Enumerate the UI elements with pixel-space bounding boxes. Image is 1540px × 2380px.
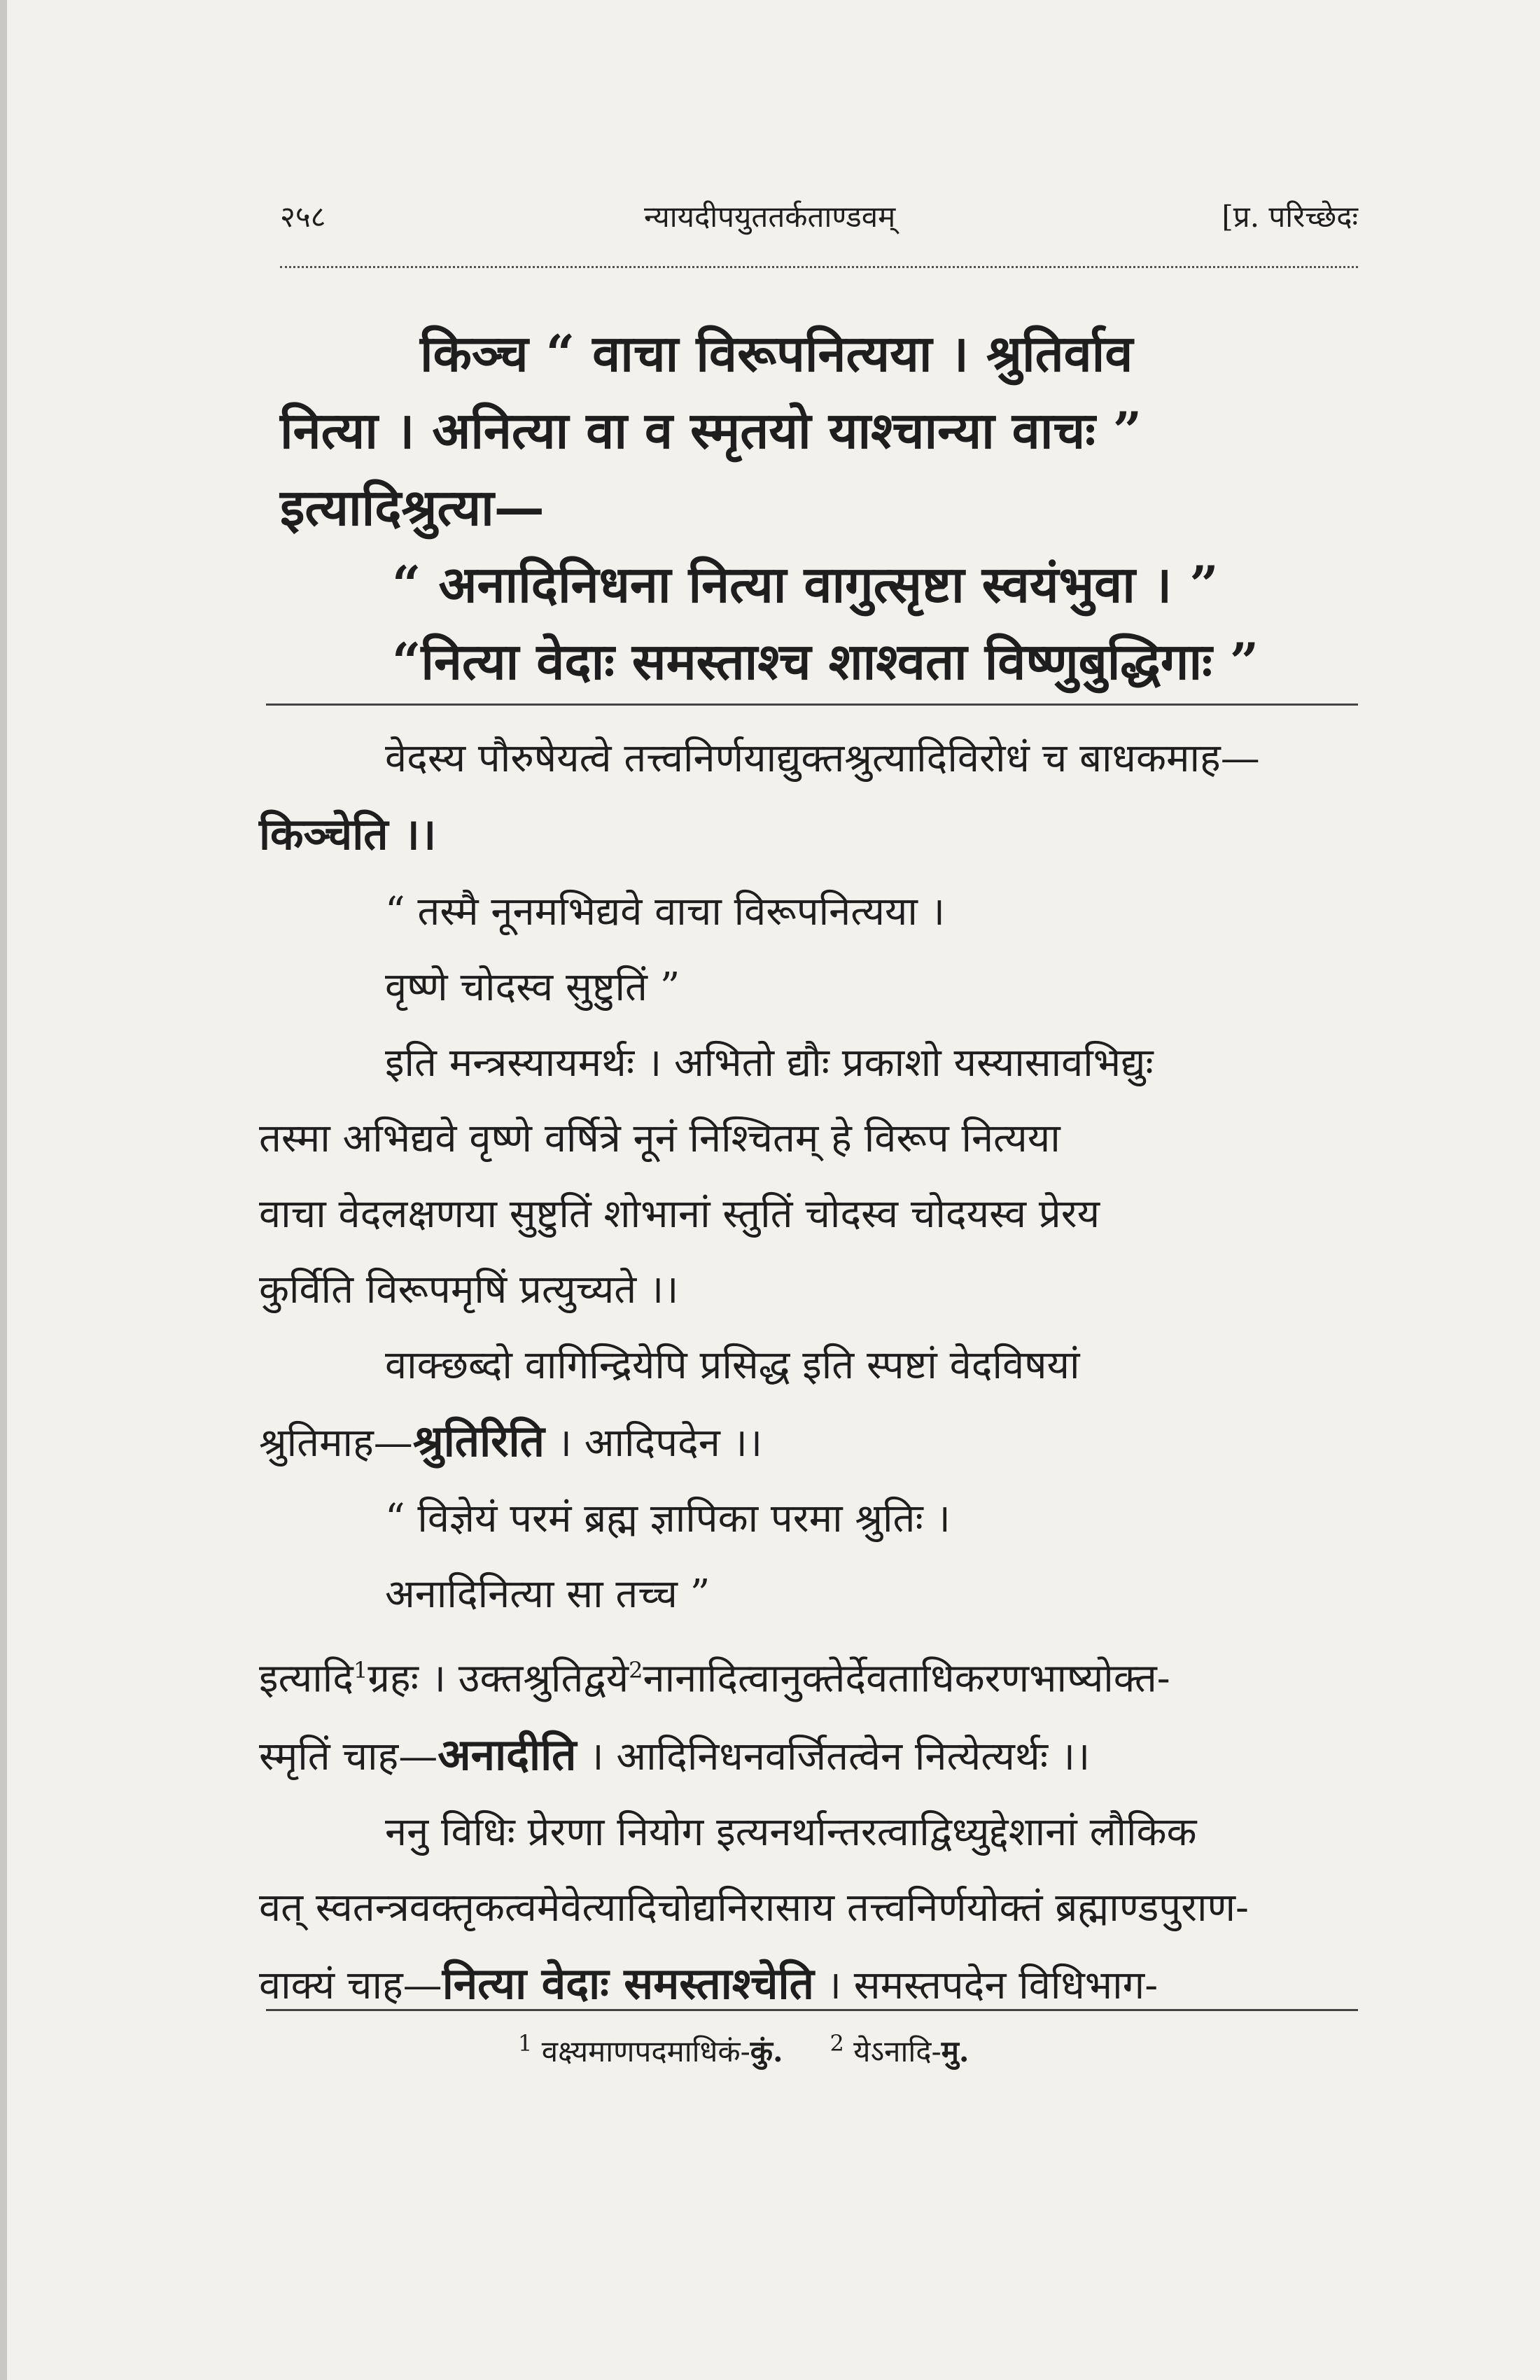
- commentary-text: इत्यादि: [259, 1656, 354, 1702]
- commentary-block: [259, 721, 1358, 2024]
- footnote-number: 2: [830, 2030, 844, 2057]
- commentary-line: [259, 1404, 1358, 1481]
- footnote-divider: [266, 2009, 1358, 2011]
- commentary-line: वत् स्वतन्त्रवक्तृकत्वमेवेत्यादिचोद्यनिरासाय तत्त्वनिर्णयोक्तं ब्रह्माण्डपुराण-: [259, 1884, 1249, 1931]
- commentary-line: [259, 797, 1358, 874]
- commentary-line: इति मन्त्रस्यायमर्थः । अभितो द्यौः प्रकाशो यस्यासावभिद्युः: [385, 1040, 1154, 1086]
- commentary-line: [259, 1632, 1358, 1717]
- footnote-number: 1: [518, 2030, 533, 2057]
- footnote-source: मु.: [941, 2034, 969, 2068]
- commentary-line: वेदस्य पौरुषेयत्वे तत्त्वनिर्णयाद्युक्तश्रुत्यादिविरोधं च बाधकमाह—: [385, 736, 1260, 781]
- commentary-text: स्मृतिं चाह—: [259, 1733, 438, 1779]
- commentary-line: अनादिनित्या सा तच्च ”: [385, 1572, 710, 1617]
- footnote-text: वक्ष्यमाणपदमाधिकं-: [541, 2034, 750, 2068]
- verse-line: नित्या । अनित्या वा व स्मृतयो याश्चान्या वाचः ”: [280, 400, 1142, 460]
- verse-line: “ अनादिनिधना नित्या वागुत्सृष्टा स्वयंभुवा । ”: [392, 554, 1219, 614]
- page-spine-edge: [0, 0, 7, 2380]
- lemma: श्रुतिरिति: [412, 1415, 545, 1466]
- commentary-text: नानादित्वानुक्तेर्देवताधिकरणभाष्योक्त-: [643, 1656, 1170, 1702]
- header-divider: [280, 266, 1358, 272]
- commentary-text: वाक्यं चाह—: [259, 1962, 442, 2008]
- footnote-ref: 1: [353, 1657, 368, 1684]
- commentary-text: श्रुतिमाह—: [259, 1420, 413, 1466]
- verse-line: “नित्या वेदाः समस्ताश्च शाश्वता विष्णुबुद्धिगाः ”: [392, 631, 1259, 691]
- commentary-text: । समस्तपदेन विधिभाग-: [813, 1962, 1158, 2008]
- commentary-line: “ तस्मै नूनमभिद्यवे वाचा विरूपनित्यया ।: [385, 889, 945, 934]
- book-title: न्यायदीपयुततर्कताण्डवम्: [644, 200, 896, 234]
- commentary-line: तस्मा अभिद्यवे वृष्णे वर्षित्रे नूनं निश्चितम् हे विरूप नित्यया: [259, 1116, 1060, 1161]
- commentary-line: [259, 1717, 1358, 1795]
- commentary-text: । आदिपदेन ।।: [544, 1420, 763, 1466]
- commentary-line: वाचा वेदलक्षणया सुष्टुतिं शोभानां स्तुतिं चोदस्व चोदयस्व प्रेरय: [259, 1191, 1100, 1237]
- verse-line: किञ्च “ वाचा विरूपनित्यया । श्रुतिर्वाव: [420, 323, 1133, 383]
- verse-divider: [266, 704, 1358, 706]
- footnotes: [518, 2030, 969, 2071]
- commentary-line: वृष्णे चोदस्व सुष्टुतिं ”: [385, 965, 680, 1010]
- lemma: किञ्चेति ।।: [259, 808, 437, 860]
- commentary-text: ग्रहः । उक्तश्रुतिद्वये: [368, 1656, 629, 1702]
- footnote-text: येऽनादि-: [853, 2034, 941, 2068]
- running-header: [280, 196, 1358, 245]
- lemma: नित्या वेदाः समस्ताश्चेति: [442, 1957, 814, 2009]
- footnote-source: कुं.: [750, 2034, 783, 2068]
- commentary-line: वाक्छब्दो वागिन्द्रियेपि प्रसिद्ध इति स्पष्टां वेदविषयां: [385, 1343, 1080, 1388]
- verse-line: इत्यादिश्रुत्या—: [280, 477, 545, 537]
- commentary-text: । आदिनिधनवर्जितत्वेन नित्येत्यर्थः ।।: [576, 1733, 1091, 1779]
- commentary-line: [259, 1946, 1358, 2024]
- verse-block: [280, 315, 1358, 700]
- section-label: [प्र. परिच्छेदः: [1222, 200, 1358, 234]
- commentary-line: “ विज्ञेयं परमं ब्रह्म ज्ञापिका परमा श्रुतिः ।: [385, 1496, 951, 1541]
- commentary-line: कुर्विति विरूपमृषिं प्रत्युच्यते ।।: [259, 1267, 679, 1312]
- lemma: अनादीति: [438, 1728, 577, 1780]
- page-number: २५८: [280, 200, 326, 234]
- commentary-line: ननु विधिः प्रेरणा नियोग इत्यनर्थान्तरत्वाद्विध्युद्देशानां लौकिक: [385, 1809, 1197, 1855]
- footnote-ref: 2: [629, 1657, 643, 1684]
